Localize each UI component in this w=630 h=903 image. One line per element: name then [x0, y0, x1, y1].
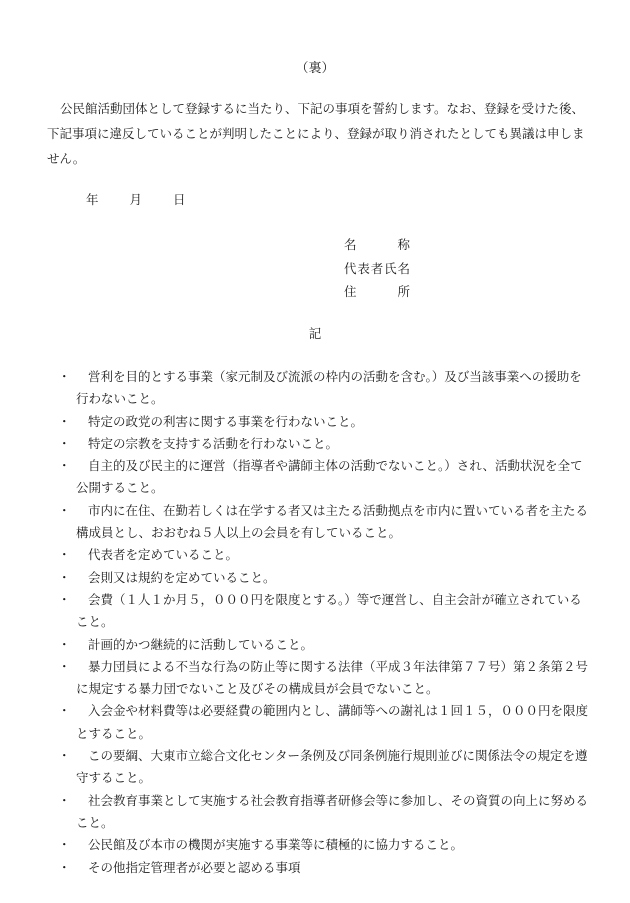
- pledge-item: [58, 433, 588, 455]
- bullet-icon: ・: [58, 658, 71, 674]
- pledge-item-text: 営利を目的とする事業（家元制及び流派の枠内の活動を含む。）及び当該事業への援助を行わないこと。: [76, 369, 582, 407]
- pledge-item: [58, 544, 588, 566]
- signature-representative-row: [344, 259, 410, 277]
- pledge-item-text: 入会金や材料費等は必要経費の範囲内とし、講師等への謝礼は１回１５，０００円を限度とすること。: [76, 703, 589, 741]
- bullet-icon: ・: [58, 591, 71, 607]
- pledge-item: [58, 567, 588, 589]
- date-year-label: 年: [86, 192, 99, 207]
- pledge-item-text: 公民館及び本市の機関が実施する事業等に積極的に協力すること。: [88, 837, 464, 853]
- bullet-icon: ・: [58, 569, 71, 585]
- bullet-icon: ・: [58, 458, 71, 474]
- pledge-item-text: その他指定管理者が必要と認める事項: [88, 859, 301, 875]
- pledge-item: [58, 589, 588, 634]
- bullet-icon: ・: [58, 859, 71, 875]
- pledge-item-text: 暴力団員による不当な行為の防止等に関する法律（平成３年法律第７７号）第２条第２号に規定する暴力団でないこと及びその構成員が会員でないこと。: [76, 658, 589, 697]
- pledge-item-text: 計画的かつ継続的に活動していること。: [88, 636, 314, 652]
- bullet-icon: ・: [58, 792, 71, 808]
- ki-heading: 記: [308, 326, 322, 341]
- bullet-icon: ・: [58, 435, 71, 451]
- date-line: [86, 190, 186, 208]
- date-day-label: 日: [173, 192, 186, 207]
- pledge-item-text: 特定の宗教を支持する活動を行わないこと。: [88, 435, 339, 451]
- pledge-item-text: 社会教育事業として実施する社会教育指導者研修会等に参加し、その資質の向上に努めること。: [76, 792, 589, 830]
- bullet-icon: ・: [58, 502, 71, 518]
- pledge-item-text: 自主的及び民主的に運営（指導者や講師主体の活動でないこと。）され、活動状況を全て公開すること。: [76, 458, 583, 496]
- pledge-item-text: 会則又は規約を定めていること。: [88, 569, 276, 585]
- bullet-icon: ・: [58, 369, 71, 384]
- oath-paragraph: 公民館活動団体として登録するに当たり、下記の事項を誓約します。なお、登録を受けた後、下記事項に違反していることが判明したことにより、登録が取り消されたとしても異議は申しません。: [47, 101, 585, 166]
- signature-address-label: 住所: [344, 284, 410, 299]
- pledge-item: [58, 656, 588, 701]
- page-title: （裏）: [295, 61, 335, 76]
- pledge-item: [58, 500, 588, 545]
- date-month-label: 月: [129, 192, 143, 207]
- pledge-item: [58, 634, 588, 656]
- pledge-item: [58, 366, 588, 411]
- pledge-items-list: [58, 366, 588, 879]
- bullet-icon: ・: [58, 837, 71, 853]
- pledge-item-text: この要綱、大東市立総合文化センター条例及び同条例施行規則並びに関係法令の規定を遵守すること。: [76, 748, 588, 786]
- pledge-item: [58, 455, 588, 500]
- bullet-icon: ・: [58, 636, 71, 652]
- pledge-item-text: 代表者を定めていること。: [88, 547, 239, 563]
- pledge-item: [58, 745, 588, 790]
- pledge-item: [58, 790, 588, 835]
- signature-representative-label: 代表者氏名: [344, 261, 410, 276]
- pledge-item: [58, 857, 588, 879]
- signature-name-label: 名称: [344, 237, 410, 252]
- pledge-item-text: 市内に在住、在勤若しくは在学する者又は主たる活動拠点を市内に置いている者を主たる構成員とし、おおむね５人以上の会員を有していること。: [76, 502, 589, 541]
- bullet-icon: ・: [58, 413, 71, 429]
- bullet-icon: ・: [58, 748, 71, 764]
- pledge-item: [58, 411, 588, 433]
- pledge-item: [58, 700, 588, 745]
- signature-address-row: [344, 282, 410, 300]
- pledge-item-text: 会費（１人１か月５，０００円を限度とする。）等で運営し、自主会計が確立されていること。: [76, 591, 582, 630]
- pledge-item: [58, 834, 588, 856]
- pledge-item-text: 特定の政党の利害に関する事業を行わないこと。: [88, 413, 364, 429]
- bullet-icon: ・: [58, 703, 71, 719]
- bullet-icon: ・: [58, 547, 71, 563]
- signature-name-row: [344, 235, 410, 253]
